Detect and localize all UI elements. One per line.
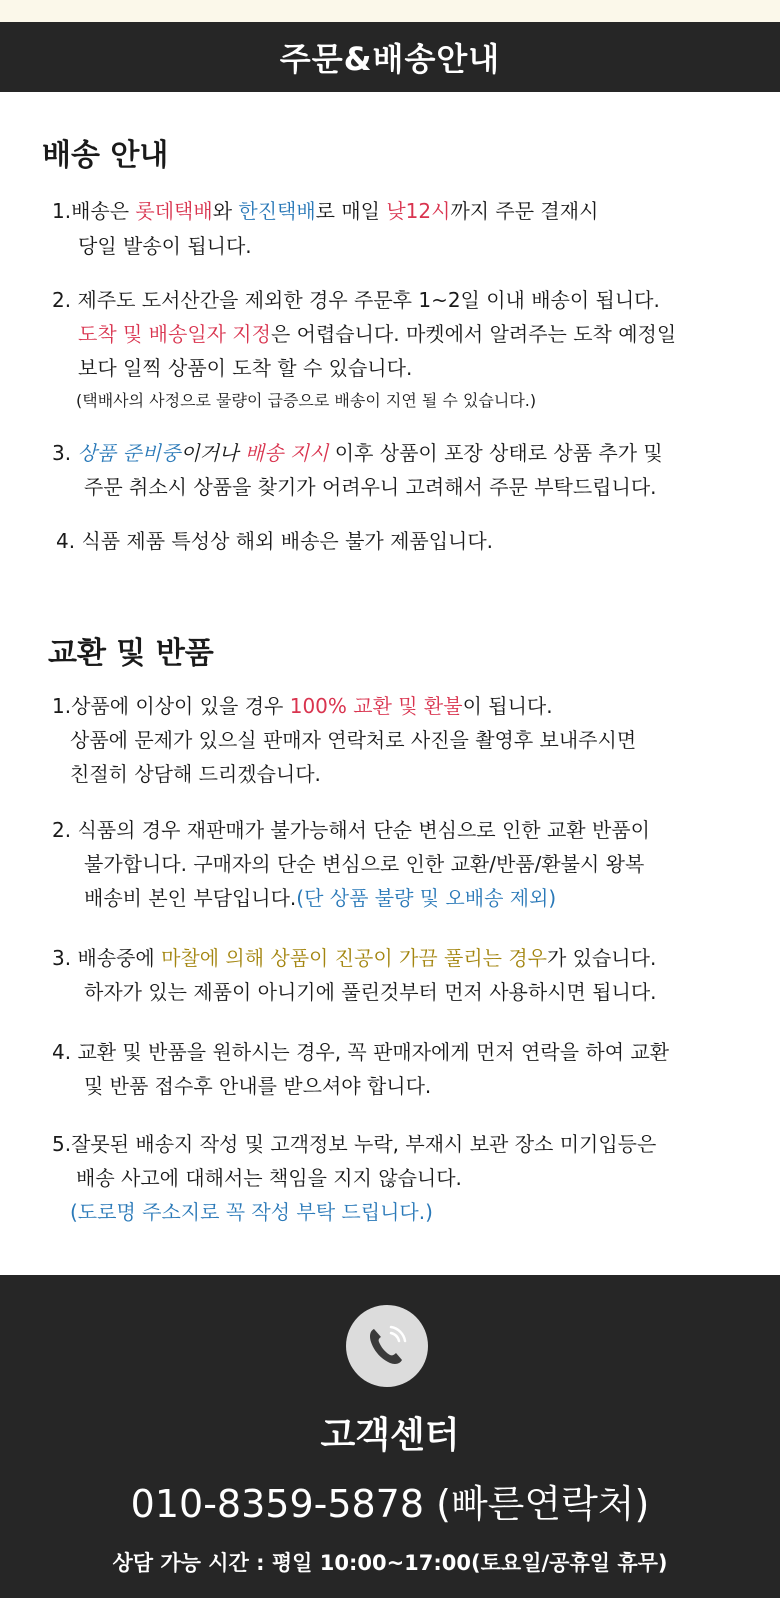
shipping-item-3-line-1 xyxy=(52,437,663,466)
highlight-exception: (단 상품 불량 및 오배송 제외) xyxy=(296,886,557,910)
text-segment: 3. 배송중에 xyxy=(52,946,162,970)
returns-item-1-line-3: 친절히 상담해 드리겠습니다. xyxy=(70,762,321,786)
text-segment: 로 매일 xyxy=(315,199,387,223)
shipping-item-2-line-1: 2. 제주도 도서산간을 제외한 경우 주문후 1~2일 이내 배송이 됩니다. xyxy=(52,288,660,312)
text-segment: 은 어렵습니다. 마켓에서 알려주는 도착 예정일 xyxy=(270,322,677,346)
shipping-item-4-line-1: 4. 식품 제품 특성상 해외 배송은 불가 제품입니다. xyxy=(56,529,494,553)
customer-center-footer xyxy=(0,1275,780,1598)
shipping-item-2-line-3: 보다 일찍 상품이 도착 할 수 있습니다. xyxy=(78,356,413,380)
text-segment: 와 xyxy=(212,199,239,223)
returns-item-2-line-1: 2. 식품의 경우 재판매가 불가능해서 단순 변심으로 인한 교환 반품이 xyxy=(52,818,650,842)
shipping-item-1-line-1 xyxy=(52,195,598,224)
text-segment: 가 있습니다. xyxy=(546,946,657,970)
returns-item-3-line-1 xyxy=(52,942,656,971)
highlight-preparing: 상품 준비중 xyxy=(77,441,181,465)
text-segment: 이 됩니다. xyxy=(462,694,553,718)
highlight-shipping-order: 배송 지시 xyxy=(244,441,329,465)
text-segment: 이후 상품이 포장 상태로 상품 추가 및 xyxy=(328,441,663,465)
text-segment: 3. xyxy=(52,441,78,465)
customer-center-title: 고객센터 xyxy=(320,1415,460,1456)
shipping-section-title: 배송 안내 xyxy=(42,138,169,173)
phone-icon xyxy=(361,1320,413,1372)
returns-section-title: 교환 및 반품 xyxy=(48,636,214,671)
returns-item-3-line-2: 하자가 있는 제품이 아니기에 풀린것부터 먼저 사용하시면 됩니다. xyxy=(84,980,657,1004)
bottom-strip xyxy=(0,1598,780,1616)
text-segment: 1.상품에 이상이 있을 경우 xyxy=(52,694,290,718)
page-title-bar xyxy=(0,22,780,92)
shipping-item-1-line-2: 당일 발송이 됩니다. xyxy=(78,234,252,258)
page-title: 주문&배송안내 xyxy=(279,40,501,78)
returns-item-5-note: (도로명 주소지로 꼭 작성 부탁 드립니다.) xyxy=(70,1200,433,1224)
highlight-delivery-date: 도착 및 배송일자 지정 xyxy=(78,322,271,346)
returns-item-1-line-1 xyxy=(52,690,553,719)
returns-item-2-line-2: 불가합니다. 구매자의 단순 변심으로 인한 교환/반품/환불시 왕복 xyxy=(84,852,645,876)
text-segment: 배송비 본인 부담입니다. xyxy=(84,886,297,910)
customer-center-hours: 상담 가능 시간 : 평일 10:00~17:00(토요일/공휴일 휴무) xyxy=(112,1551,668,1575)
shipping-item-2-line-2 xyxy=(78,318,676,347)
highlight-vacuum: 마찰에 의해 상품이 진공이 가끔 풀리는 경우 xyxy=(161,946,547,970)
returns-item-5-line-1: 5.잘못된 배송지 작성 및 고객정보 누락, 부재시 보관 장소 미기입등은 xyxy=(52,1132,657,1156)
shipping-item-2-note: (택배사의 사정으로 물량이 급증으로 배송이 지연 될 수 있습니다.) xyxy=(76,391,537,410)
top-strip xyxy=(0,0,780,22)
returns-item-2-line-3 xyxy=(84,882,556,911)
highlight-refund: 100% 교환 및 환불 xyxy=(289,694,463,718)
returns-item-4-line-2: 및 반품 접수후 안내를 받으셔야 합니다. xyxy=(84,1074,432,1098)
text-segment: 1.배송은 xyxy=(52,199,136,223)
returns-item-4-line-1: 4. 교환 및 반품을 원하시는 경우, 꼭 판매자에게 먼저 연락을 하여 교환 xyxy=(52,1040,670,1064)
shipping-item-3-line-2: 주문 취소시 상품을 찾기가 어려우니 고려해서 주문 부탁드립니다. xyxy=(84,475,657,499)
customer-center-phone[interactable]: 010-8359-5878 (빠른연락처) xyxy=(130,1482,650,1526)
highlight-lotte: 롯데택배 xyxy=(135,199,213,223)
returns-item-5-line-2: 배송 사고에 대해서는 책임을 지지 않습니다. xyxy=(76,1166,462,1190)
highlight-noon: 낮12시 xyxy=(386,199,451,223)
returns-item-1-line-2: 상품에 문제가 있으실 판매자 연락처로 사진을 촬영후 보내주시면 xyxy=(70,728,637,752)
text-segment: 까지 주문 결재시 xyxy=(450,199,599,223)
phone-icon-circle xyxy=(346,1305,428,1387)
highlight-hanjin: 한진택배 xyxy=(238,199,316,223)
text-segment: 이거나 xyxy=(180,441,245,465)
